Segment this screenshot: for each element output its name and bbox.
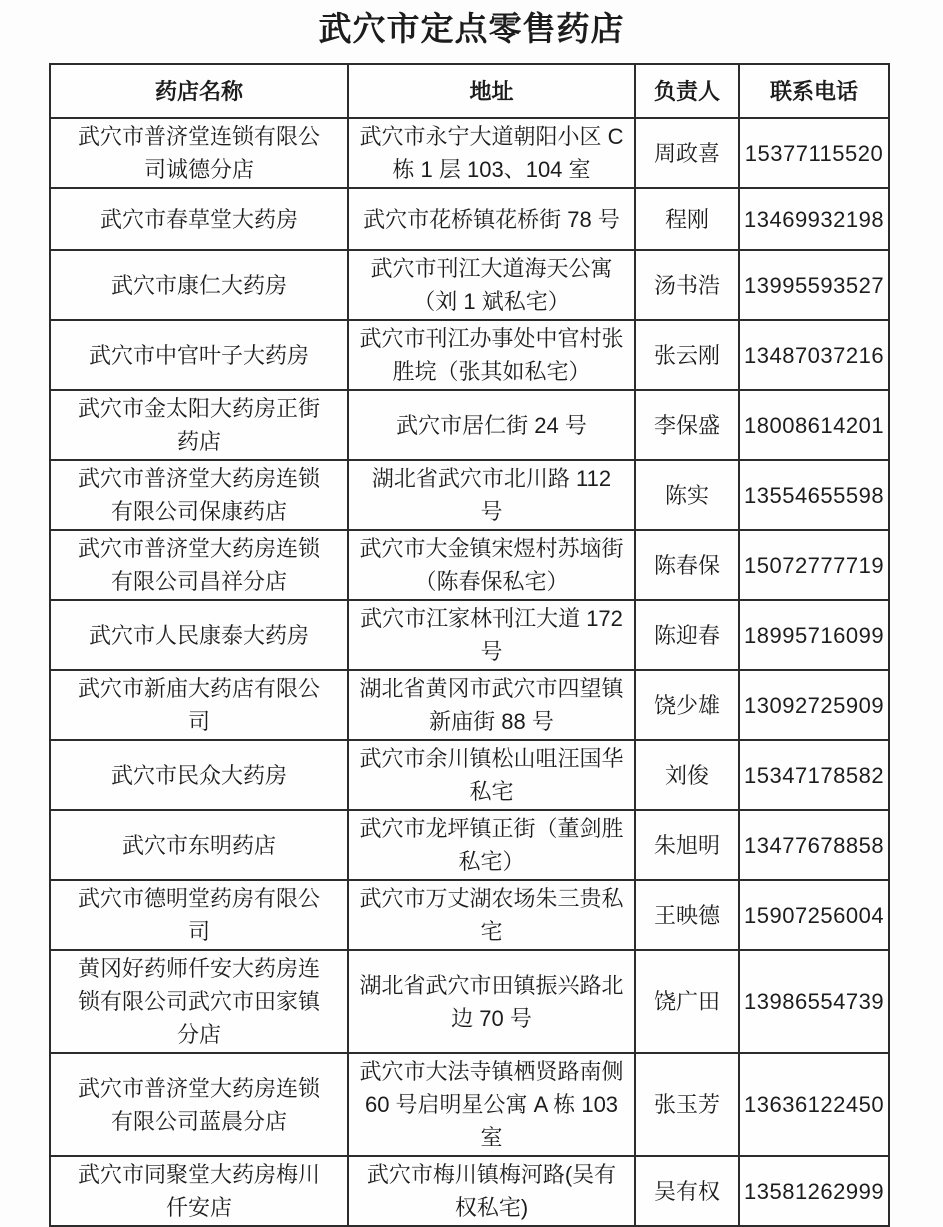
address-cell: 武穴市居仁街 24 号 [348,390,635,460]
manager-cell: 李保盛 [635,390,739,460]
address-cell: 武穴市永宁大道朝阳小区 C 栋 1 层 103、104 室 [348,118,635,188]
manager-cell: 陈春保 [635,530,739,600]
header-manager: 负责人 [635,64,739,118]
pharmacy-name-cell: 武穴市普济堂连锁有限公司诚德分店 [50,118,348,188]
pharmacy-name-cell: 武穴市民众大药房 [50,740,348,810]
address-cell: 武穴市江家林刊江大道 172 号 [348,600,635,670]
pharmacy-name-cell: 武穴市普济堂大药房连锁有限公司昌祥分店 [50,530,348,600]
address-cell: 武穴市大法寺镇栖贤路南侧 60 号启明星公寓 A 栋 103 室 [348,1053,635,1156]
table-row [50,880,889,950]
phone-cell: 13487037216 [739,320,889,390]
phone-cell: 15907256004 [739,880,889,950]
table-row [50,740,889,810]
table-row [50,530,889,600]
header-pharmacy-name: 药店名称 [50,64,348,118]
pharmacy-name-cell: 武穴市东明药店 [50,810,348,880]
manager-cell: 张云刚 [635,320,739,390]
pharmacy-name-cell: 武穴市德明堂药房有限公司 [50,880,348,950]
table-row [50,250,889,320]
table-header [50,64,889,118]
manager-cell: 陈迎春 [635,600,739,670]
pharmacy-name-cell: 武穴市新庙大药店有限公司 [50,670,348,740]
phone-cell: 13469932198 [739,188,889,250]
address-cell: 武穴市刊江办事处中官村张胜垸（张其如私宅） [348,320,635,390]
manager-cell: 周政喜 [635,118,739,188]
manager-cell: 汤书浩 [635,250,739,320]
table-row [50,600,889,670]
pharmacy-table-body [50,118,889,1226]
table-row [50,320,889,390]
manager-cell: 张玉芳 [635,1053,739,1156]
pharmacy-name-cell: 武穴市同聚堂大药房梅川仟安店 [50,1156,348,1226]
manager-cell: 王映德 [635,880,739,950]
pharmacy-name-cell: 武穴市普济堂大药房连锁有限公司蓝晨分店 [50,1053,348,1156]
address-cell: 武穴市花桥镇花桥街 78 号 [348,188,635,250]
table-row [50,118,889,188]
pharmacy-name-cell: 武穴市金太阳大药房正街药店 [50,390,348,460]
address-cell: 武穴市余川镇松山咀汪国华私宅 [348,740,635,810]
table-row [50,810,889,880]
phone-cell: 18008614201 [739,390,889,460]
table-row [50,1156,889,1226]
header-phone: 联系电话 [739,64,889,118]
table-row [50,950,889,1053]
pharmacy-name-cell: 武穴市中官叶子大药房 [50,320,348,390]
address-cell: 武穴市刊江大道海天公寓（刘 1 斌私宅） [348,250,635,320]
manager-cell: 陈实 [635,460,739,530]
address-cell: 湖北省武穴市北川路 112 号 [348,460,635,530]
address-cell: 武穴市龙坪镇正街（董剑胜私宅） [348,810,635,880]
address-cell: 武穴市万丈湖农场朱三贵私宅 [348,880,635,950]
phone-cell: 15072777719 [739,530,889,600]
pharmacy-table [49,63,890,1227]
manager-cell: 吴有权 [635,1156,739,1226]
header-row [50,64,889,118]
table-row [50,670,889,740]
pharmacy-name-cell: 武穴市人民康泰大药房 [50,600,348,670]
pharmacy-name-cell: 武穴市春草堂大药房 [50,188,348,250]
pharmacy-name-cell: 武穴市康仁大药房 [50,250,348,320]
manager-cell: 程刚 [635,188,739,250]
pharmacy-name-cell: 黄冈好药师仟安大药房连锁有限公司武穴市田家镇分店 [50,950,348,1053]
phone-cell: 15347178582 [739,740,889,810]
phone-cell: 15377115520 [739,118,889,188]
phone-cell: 13636122450 [739,1053,889,1156]
phone-cell: 13092725909 [739,670,889,740]
address-cell: 武穴市大金镇宋煜村苏垴街（陈春保私宅） [348,530,635,600]
manager-cell: 刘俊 [635,740,739,810]
page-title: 武穴市定点零售药店 [318,10,625,47]
table-row [50,188,889,250]
manager-cell: 饶广田 [635,950,739,1053]
table-row [50,390,889,460]
manager-cell: 饶少雄 [635,670,739,740]
manager-cell: 朱旭明 [635,810,739,880]
table-row [50,460,889,530]
phone-cell: 13995593527 [739,250,889,320]
phone-cell: 13477678858 [739,810,889,880]
phone-cell: 13554655598 [739,460,889,530]
header-address: 地址 [348,64,635,118]
phone-cell: 18995716099 [739,600,889,670]
address-cell: 武穴市梅川镇梅河路(吴有权私宅) [348,1156,635,1226]
phone-cell: 13581262999 [739,1156,889,1226]
document-page [0,10,943,1220]
address-cell: 湖北省武穴市田镇振兴路北边 70 号 [348,950,635,1053]
table-row [50,1053,889,1156]
phone-cell: 13986554739 [739,950,889,1053]
pharmacy-name-cell: 武穴市普济堂大药房连锁有限公司保康药店 [50,460,348,530]
address-cell: 湖北省黄冈市武穴市四望镇新庙街 88 号 [348,670,635,740]
